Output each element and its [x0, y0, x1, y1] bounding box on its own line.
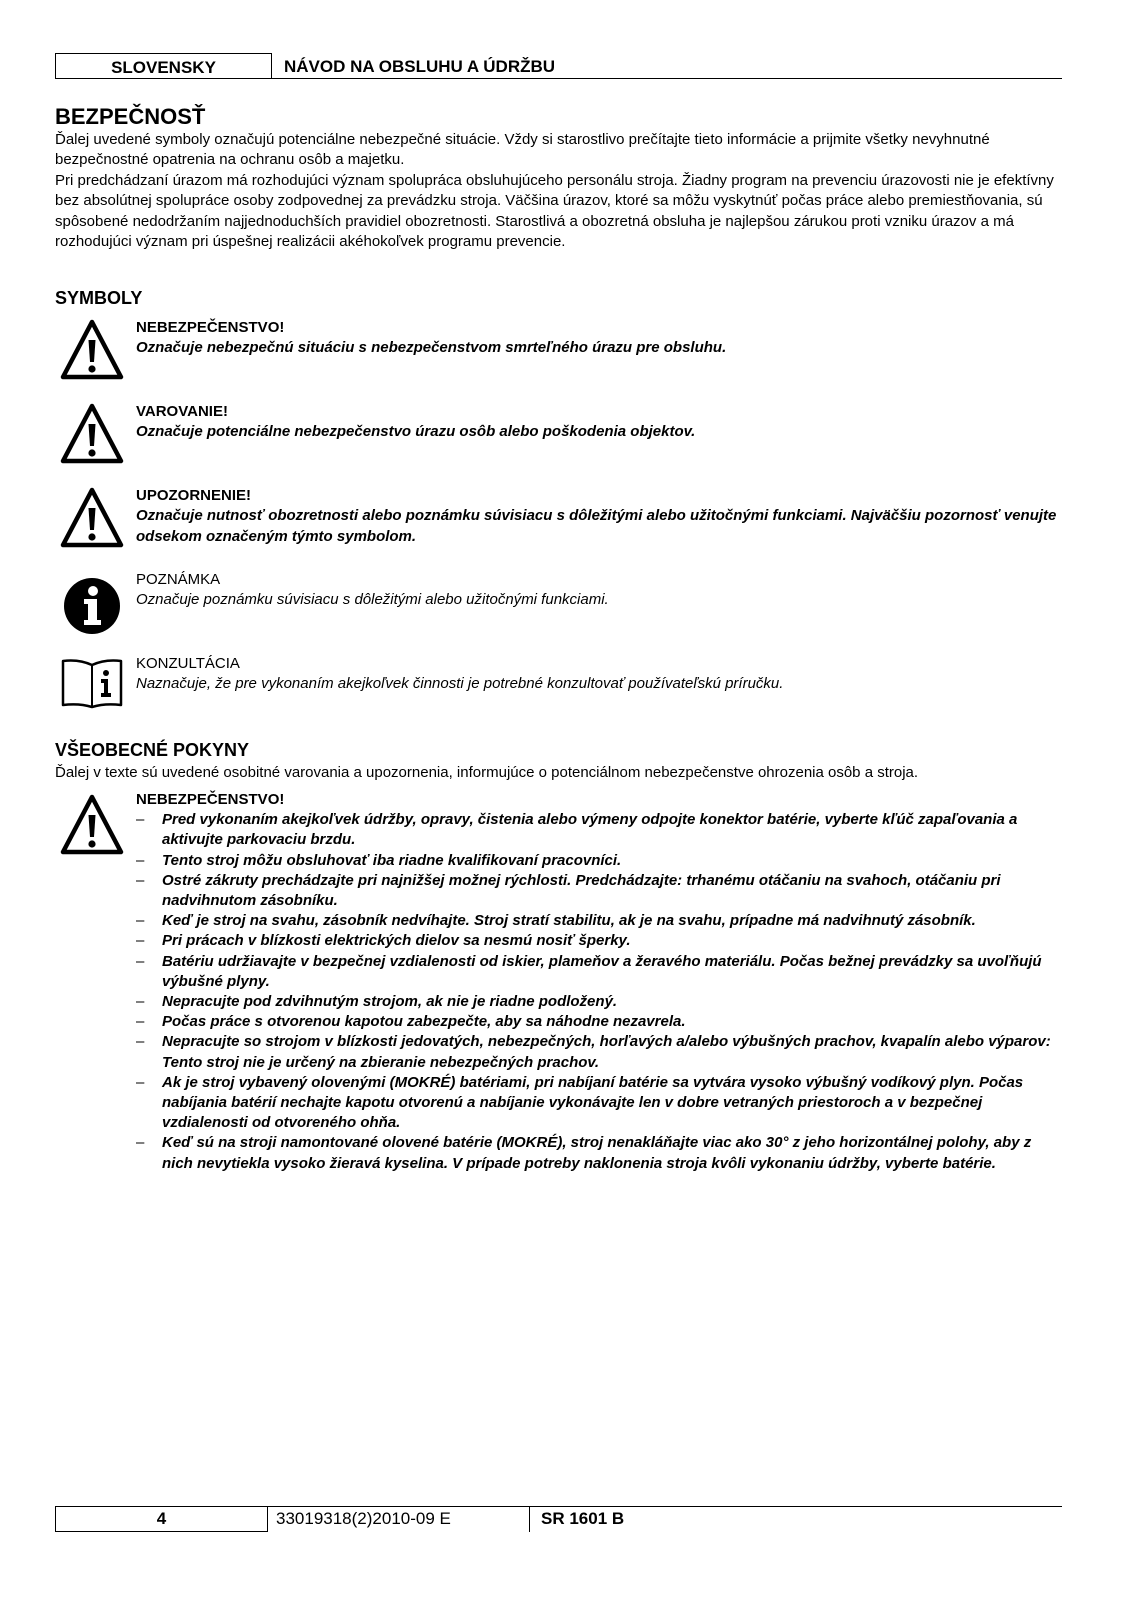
general-danger-label: NEBEZPEČENSTVO!: [136, 791, 285, 808]
list-dash: –: [136, 993, 145, 1011]
list-item-text: Ak je stroj vybavený olovenými (MOKRÉ) batériami, pri nabíjaní batérie sa vytvára vysoko výbušný vodíkový plyn. Počas nabíjania batérií nechajte kapotu otvorenú a nabíjanie vykonávajte len v dobre vetraných priestoroch a v bezpečnej vzdialenosti od otvoreného ohňa.: [162, 1073, 1024, 1132]
warning-triangle-icon: [60, 318, 124, 385]
list-item-text: Pri prácach v blízkosti elektrických dielov sa nesmú nosiť šperky.: [162, 932, 631, 950]
list-item: [136, 931, 1066, 951]
manual-page: [55, 0, 1062, 1600]
list-item: [136, 871, 1066, 911]
list-dash: –: [136, 1073, 145, 1091]
page-header: [55, 53, 1062, 79]
list-item-text: Keď je stroj na svahu, zásobník nedvíhajte. Stroj stratí stabilitu, ak je na svahu, prípadne má nadvihnutý zásobník.: [162, 912, 976, 930]
symbol-description: Označuje potenciálne nebezpečenstvo úrazu osôb alebo poškodenia objektov.: [136, 423, 696, 441]
list-item: [136, 992, 1066, 1012]
list-item: [136, 1073, 1066, 1134]
list-dash: –: [136, 851, 145, 869]
symbol-label: UPOZORNENIE!: [136, 487, 252, 504]
list-item: [136, 851, 1066, 871]
safety-paragraph: Ďalej uvedené symboly označujú potenciálne nebezpečné situácie. Vždy si starostlivo prečítajte tieto informácie a prijmite všetky nevyhnutné bezpečnostné opatrenia na ochranu osôb a majetku.: [55, 131, 990, 169]
symbol-label: NEBEZPEČENSTVO!: [136, 319, 285, 336]
symbol-label: KONZULTÁCIA: [136, 655, 240, 672]
list-item-text: Pred vykonaním akejkoľvek údržby, opravy, čistenia alebo výmeny odpojte konektor batérie, vyberte kľúč zapaľovania a aktivujte parkovaciu brzdu.: [162, 811, 1018, 849]
list-item: [136, 1012, 1066, 1032]
symbols-heading: SYMBOLY: [55, 288, 143, 308]
header-title: NÁVOD NA OBSLUHU A ÚDRŽBU: [284, 57, 556, 76]
symbol-description: Označuje nutnosť obozretnosti alebo poznámku súvisiacu s dôležitými alebo užitočnými funkciami. Najväčšiu pozornosť venujte odsekom označeným týmto symbolom.: [136, 507, 1057, 545]
list-dash: –: [136, 811, 145, 829]
safety-paragraph: Pri predchádzaní úrazom má rozhodujúci význam spolupráca obsluhujúceho personálu stroja. Žiadny program na prevenciu úrazovosti nie je efektívny bez absolútnej spolupráce osoby zodpovednej za prevádzku stroja. Väčšina úrazov, ktoré sa môžu vyskytnúť počas práce alebo premiestňovania, sú spôsobené nedodržaním najjednoduchších pravidiel obozretnosti. Starostlivá a obozretná obsluha je najlepšou zárukou proti vzniku úrazov a má rozhodujúci význam pri úspešnej realizácii akéhokoľvek programu prevencie.: [55, 171, 1054, 251]
page-footer: [55, 1506, 1062, 1532]
list-item-text: Nepracujte pod zdvihnutým strojom, ak nie je riadne podložený.: [162, 993, 618, 1011]
list-item: [136, 810, 1066, 850]
symbol-label: VAROVANIE!: [136, 403, 228, 420]
symbol-label: POZNÁMKA: [136, 571, 221, 588]
warning-triangle-icon: [60, 402, 124, 469]
list-dash: –: [136, 912, 145, 930]
safety-intro: [55, 130, 1062, 252]
list-item-text: Batériu udržiavajte v bezpečnej vzdialenosti od iskier, plameňov a žeravého materiálu. Počas bežnej prevádzky sa uvoľňujú výbušné plyny.: [162, 952, 1042, 990]
general-heading: VŠEOBECNÉ POKYNY: [55, 740, 250, 760]
list-item: [136, 1032, 1066, 1072]
header-divider: [55, 78, 1062, 79]
list-item-text: Tento stroj môžu obsluhovať iba riadne kvalifikovaní pracovníci.: [162, 851, 622, 869]
book-info-icon: [59, 657, 125, 714]
header-language: SLOVENSKY: [55, 53, 272, 78]
list-item: [136, 911, 1066, 931]
list-item-text: Ostré zákruty prechádzajte pri najnižšej možnej rýchlosti. Predchádzajte: trhanému otáčaniu na svahoch, otáčaniu pri nadvihnutom zásobníku.: [162, 871, 1001, 910]
list-dash: –: [136, 1134, 145, 1152]
warning-triangle-icon: [60, 486, 124, 553]
footer-page-number: 4: [55, 1506, 268, 1532]
safety-heading: BEZPEČNOSŤ: [55, 104, 206, 129]
info-circle-icon: [63, 577, 121, 640]
warning-triangle-icon: [60, 793, 124, 860]
list-dash: –: [136, 932, 145, 950]
general-intro: Ďalej v texte sú uvedené osobitné varovania a upozornenia, informujúce o potenciálnom nebezpečenstve ohrozenia osôb a stroja.: [55, 764, 919, 781]
list-item: [136, 952, 1066, 992]
list-item-text: Keď sú na stroji namontované olovené batérie (MOKRÉ), stroj nenakláňajte viac ako 30° z jeho horizontálnej polohy, aby z nich nevytiekla vysoko žieravá kyselina. V prípade potreby naklonenia stroja kvôli vykonaniu údržby, vyberte batérie.: [162, 1134, 1032, 1172]
footer-document-number: 33019318(2)2010-09 E: [268, 1506, 530, 1532]
symbol-description: Označuje nebezpečnú situáciu s nebezpečenstvom smrteľného úrazu pre obsluhu.: [136, 339, 727, 357]
footer-model: SR 1601 B: [541, 1509, 625, 1528]
list-item-text: Počas práce s otvorenou kapotou zabezpečte, aby sa náhodne nezavrela.: [162, 1013, 686, 1031]
list-dash: –: [136, 952, 145, 970]
list-item-text: Nepracujte so strojom v blízkosti jedovatých, nebezpečných, horľavých a/alebo výbušných prachov, kvapalín alebo výparov: Tento stroj nie je určený na zbieranie nebezpečných prachov.: [162, 1033, 1051, 1071]
symbol-description: Označuje poznámku súvisiacu s dôležitými alebo užitočnými funkciami.: [136, 591, 609, 609]
list-item: [136, 1133, 1066, 1173]
list-dash: –: [136, 1033, 145, 1051]
list-dash: –: [136, 871, 145, 889]
symbol-description: Naznačuje, že pre vykonaním akejkoľvek činnosti je potrebné konzultovať používateľskú príručku.: [136, 675, 784, 693]
list-dash: –: [136, 1013, 145, 1031]
general-danger-list: [136, 790, 1066, 1174]
